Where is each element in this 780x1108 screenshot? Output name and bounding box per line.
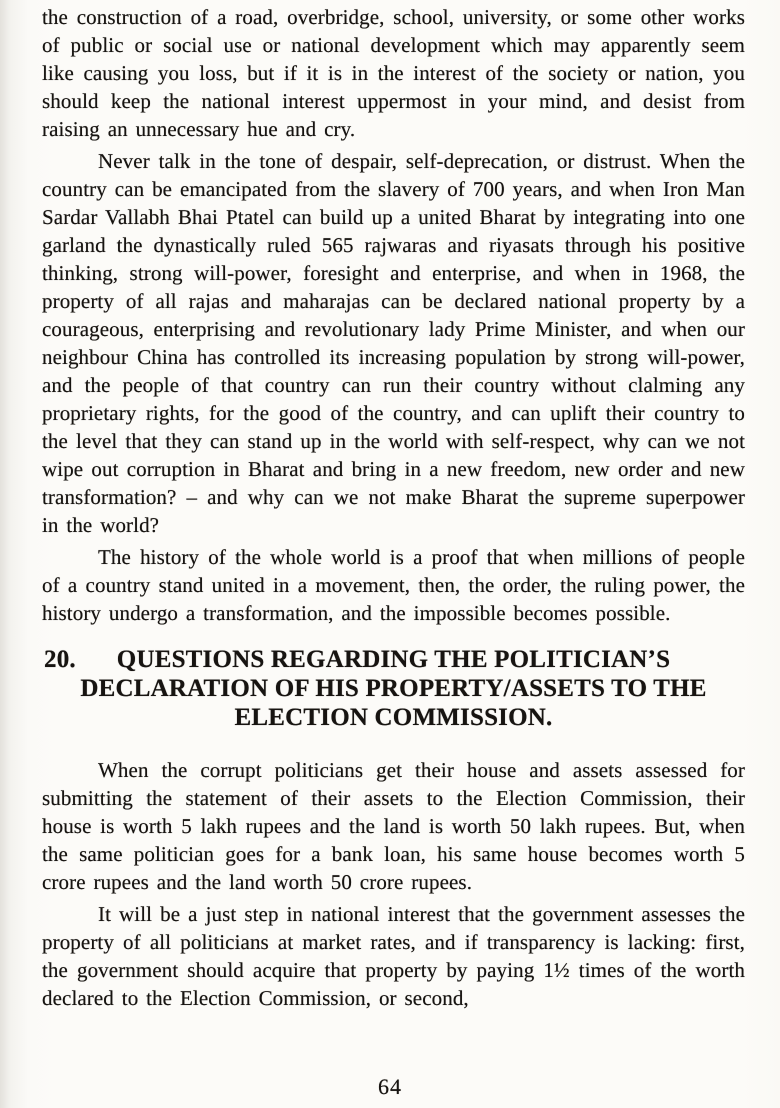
body-paragraph-corrupt-politicians: When the corrupt politicians get their house and assets assessed for submitting the statement of their assets to the Election Commission, their house is worth 5 lakh rupees and the land is worth 50 lakh rupees. But, when the same politician goes for a bank loan, his same house becomes worth 5 crore rupees and the land worth 50 crore rupees. xyxy=(42,758,745,894)
section-heading-line-3: ELECTION COMMISSION. xyxy=(234,704,553,731)
body-paragraph-continuation: the construction of a road, overbridge, school, university, or some other works of public or social use or national development which may apparently seem like causing you loss, but if it is in the interest of the society or nation, you should keep the national interest uppermost in your mind, and desist from raising an unnecessary hue and cry. xyxy=(42,5,745,141)
section-heading-line-1: QUESTIONS REGARDING THE POLITICIAN’S xyxy=(116,646,671,673)
body-paragraph-just-step: It will be a just step in national interest that the government assesses the property of all politicians at market rates, and if transparency is lacking: first, the government should acquire that property by paying 1½ times of the worth declared to the Election Commission, or second, xyxy=(42,902,745,1010)
section-heading xyxy=(42,645,745,732)
page-number: 64 xyxy=(378,1074,402,1099)
section-heading-line-2: DECLARATION OF HIS PROPERTY/ASSETS TO THE xyxy=(80,675,707,702)
section-number: 20. xyxy=(44,646,76,673)
body-paragraph-never-talk: Never talk in the tone of despair, self-deprecation, or distrust. When the country can be emancipated from the slavery of 700 years, and when Iron Man Sardar Vallabh Bhai Ptatel can build up a united Bharat by integrating into one garland the dynastically ruled 565 rajwaras and riyasats through his positive thinking, strong will-power, foresight and enterprise, and when in 1968, the property of all rajas and maharajas can be declared national property by a courageous, enterprising and revolutionary lady Prime Minister, and when our neighbour China has controlled its increasing population by strong will-power, and the people of that country can run their country without clalming any proprietary rights, for the good of the country, and can uplift their country to the level that they can stand up in the world with self-respect, why can we not wipe out corruption in Bharat and bring in a new freedom, new order and new transformation? – and why can we not make Bharat the supreme superpower in the world? xyxy=(42,149,745,537)
body-paragraph-history: The history of the whole world is a proof that when millions of people of a country stand united in a movement, then, the order, the ruling power, the history undergo a transformation, and the impossible becomes possible. xyxy=(42,545,745,625)
